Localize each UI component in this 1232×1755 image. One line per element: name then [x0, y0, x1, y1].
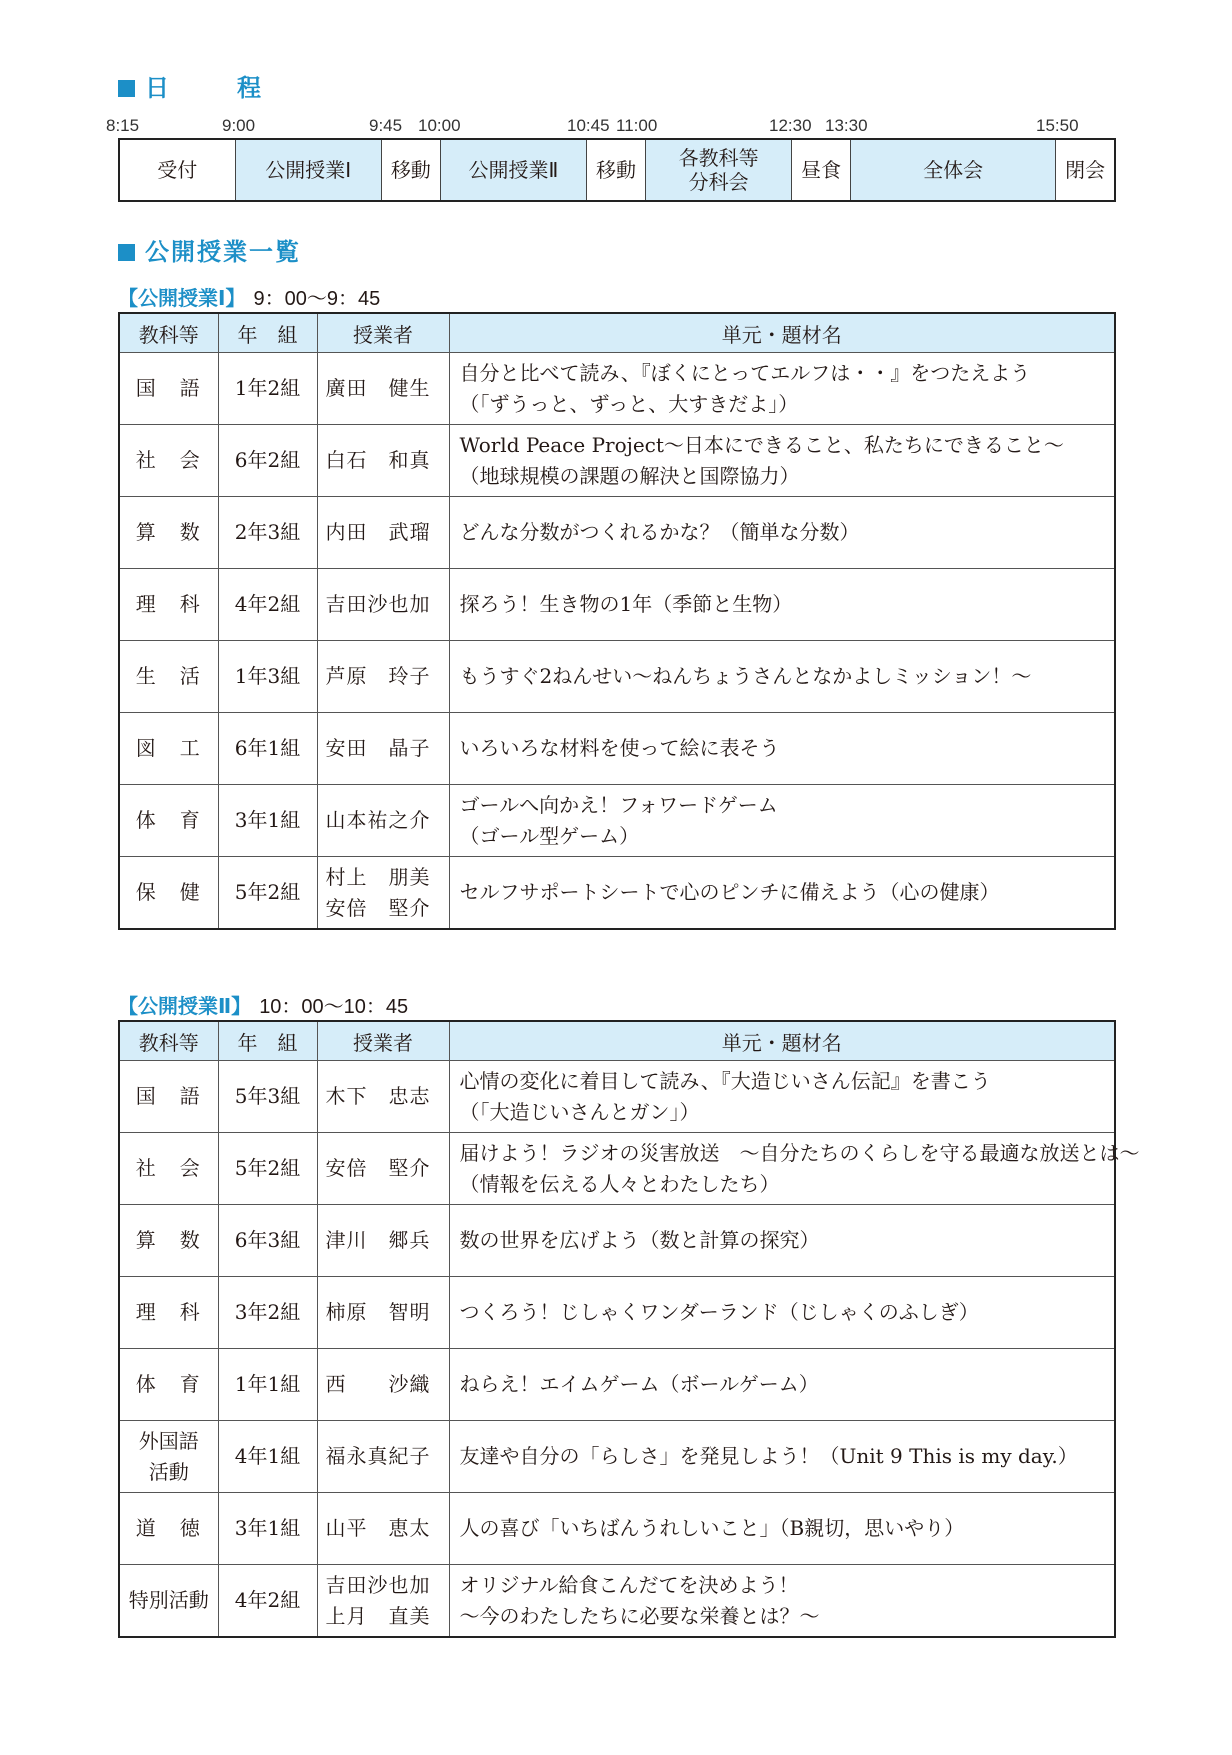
cell-teacher: 廣田 健生	[317, 353, 449, 425]
cell-grade: 4年2組	[218, 569, 317, 641]
square-bullet-icon	[118, 80, 135, 97]
table-row	[119, 1133, 1115, 1205]
table-row	[119, 713, 1115, 785]
table-row	[119, 1493, 1115, 1565]
cell-teacher: 安田 晶子	[317, 713, 449, 785]
header-unit: 単元・題材名	[449, 1021, 1115, 1061]
cell-unit: World Peace Project～日本にできること、私たちにできること～ （地球規模の課題の解決と国際協力）	[449, 425, 1115, 497]
schedule-timeline	[106, 116, 1122, 138]
cell-teacher: 白石 和真	[317, 425, 449, 497]
session1-table	[118, 312, 1116, 930]
time-tick: 9:45	[369, 116, 403, 135]
time-tick: 10:00	[418, 116, 461, 135]
cell-subject: 理 科	[119, 569, 218, 641]
cell-grade: 6年3組	[218, 1205, 317, 1277]
header-unit: 単元・題材名	[449, 313, 1115, 353]
cell-grade: 2年3組	[218, 497, 317, 569]
cell-subject: 体 育	[119, 1349, 218, 1421]
lesson-list-heading: 公開授業一覧	[118, 232, 301, 267]
cell-unit: 自分と比べて読み、『ぼくにとってエルフは・・』をつたえよう （「ずうっと、ずっと、大すきだよ」）	[449, 353, 1115, 425]
cell-unit: 届けよう！ラジオの災害放送 ～自分たちのくらしを守る最適な放送とは～ （情報を伝える人々とわたしたち）	[449, 1133, 1115, 1205]
cell-unit: ねらえ！エイムゲーム（ボールゲーム）	[449, 1349, 1115, 1421]
cell-grade: 1年2組	[218, 353, 317, 425]
cell-teacher: 吉田沙也加 上月 直美	[317, 1565, 449, 1638]
cell-unit: 人の喜び「いちばんうれしいこと」（B親切，思いやり）	[449, 1493, 1115, 1565]
cell-teacher: 福永真紀子	[317, 1421, 449, 1493]
table-row	[119, 497, 1115, 569]
cell-unit: 心情の変化に着目して読み、『大造じいさん伝記』を書こう （「大造じいさんとガン」）	[449, 1061, 1115, 1133]
cell-subject: 算 数	[119, 1205, 218, 1277]
session1-heading: 【公開授業Ⅰ】 9：00～9：45	[118, 286, 381, 310]
table-row	[119, 641, 1115, 713]
cell-grade: 6年1組	[218, 713, 317, 785]
header-grade: 年 組	[218, 313, 317, 353]
cell-subject: 特別活動	[119, 1565, 218, 1638]
table-row	[119, 1061, 1115, 1133]
cell-unit: セルフサポートシートで心のピンチに備えよう（心の健康）	[449, 857, 1115, 930]
session2-table	[118, 1020, 1140, 1638]
header-grade: 年 組	[218, 1021, 317, 1061]
cell-subject: 道 徳	[119, 1493, 218, 1565]
header-subject: 教科等	[119, 313, 218, 353]
cell-grade: 3年2組	[218, 1277, 317, 1349]
cell-teacher: 柿原 智明	[317, 1277, 449, 1349]
cell-subject: 図 工	[119, 713, 218, 785]
cell-grade: 1年3組	[218, 641, 317, 713]
cell-unit: ゴールへ向かえ！フォワードゲーム （ゴール型ゲーム）	[449, 785, 1115, 857]
cell-subject: 保 健	[119, 857, 218, 930]
schedule-block-subject-meetings: 各教科等 分科会	[646, 140, 792, 200]
cell-subject: 国 語	[119, 1061, 218, 1133]
cell-subject: 理 科	[119, 1277, 218, 1349]
time-tick: 12:30	[769, 116, 812, 135]
cell-unit: いろいろな材料を使って絵に表そう	[449, 713, 1115, 785]
cell-grade: 3年1組	[218, 785, 317, 857]
table-row	[119, 1349, 1115, 1421]
cell-grade: 4年1組	[218, 1421, 317, 1493]
table-row	[119, 425, 1115, 497]
schedule-block-move: 移動	[382, 140, 441, 200]
cell-subject: 体 育	[119, 785, 218, 857]
schedule-block-closing: 閉会	[1065, 158, 1106, 182]
table-row	[119, 1565, 1115, 1638]
time-tick: 8:15	[106, 116, 140, 135]
cell-grade: 5年2組	[218, 857, 317, 930]
schedule-block-general-meeting: 全体会	[851, 140, 1056, 200]
cell-grade: 3年1組	[218, 1493, 317, 1565]
cell-teacher: 安倍 堅介	[317, 1133, 449, 1205]
schedule-block-reception: 受付	[120, 140, 236, 200]
cell-teacher: 津川 郷兵	[317, 1205, 449, 1277]
table-header-row	[119, 1021, 1115, 1061]
cell-grade: 6年2組	[218, 425, 317, 497]
time-tick: 13:30	[825, 116, 868, 135]
cell-teacher: 山本祐之介	[317, 785, 449, 857]
cell-unit: 数の世界を広げよう（数と計算の探究）	[449, 1205, 1115, 1277]
session2-heading: 【公開授業Ⅱ】 10：00～10：45	[118, 994, 409, 1018]
cell-unit: つくろう！じしゃくワンダーランド（じしゃくのふしぎ）	[449, 1277, 1115, 1349]
schedule-heading: 日 程	[118, 68, 283, 103]
table-row	[119, 1277, 1115, 1349]
table-row	[119, 1421, 1115, 1493]
cell-unit: オリジナル給食こんだてを決めよう！ ～今のわたしたちに必要な栄養とは？～	[449, 1565, 1115, 1638]
cell-teacher: 山平 恵太	[317, 1493, 449, 1565]
schedule-bar	[118, 138, 1116, 202]
cell-grade: 5年3組	[218, 1061, 317, 1133]
table-row	[119, 353, 1115, 425]
cell-subject: 国 語	[119, 353, 218, 425]
cell-grade: 5年2組	[218, 1133, 317, 1205]
table-header-row	[119, 313, 1115, 353]
table-row	[119, 785, 1115, 857]
cell-grade: 1年1組	[218, 1349, 317, 1421]
cell-grade: 4年2組	[218, 1565, 317, 1638]
cell-teacher: 芦原 玲子	[317, 641, 449, 713]
table-row	[119, 1205, 1115, 1277]
cell-subject: 外国語 活動	[119, 1421, 218, 1493]
time-tick: 15:50	[1036, 116, 1079, 135]
cell-teacher: 村上 朋美 安倍 堅介	[317, 857, 449, 930]
time-tick: 10:45	[567, 116, 610, 135]
cell-subject: 社 会	[119, 425, 218, 497]
header-teacher: 授業者	[317, 313, 449, 353]
schedule-block-lunch: 昼食	[792, 140, 851, 200]
header-teacher: 授業者	[317, 1021, 449, 1061]
header-subject: 教科等	[119, 1021, 218, 1061]
cell-subject: 生 活	[119, 641, 218, 713]
schedule-block-open-class-2: 公開授業Ⅱ	[441, 140, 587, 200]
table-row	[119, 857, 1115, 930]
cell-teacher: 西 沙織	[317, 1349, 449, 1421]
cell-unit: 探ろう！生き物の1年（季節と生物）	[449, 569, 1115, 641]
cell-teacher: 内田 武瑠	[317, 497, 449, 569]
cell-unit: もうすぐ2ねんせい～ねんちょうさんとなかよしミッション！～	[449, 641, 1115, 713]
time-tick: 9:00	[222, 116, 256, 135]
cell-unit: どんな分数がつくれるかな？（簡単な分数）	[449, 497, 1115, 569]
cell-unit: 友達や自分の「らしさ」を発見しよう！（Unit 9 This is my day.）	[449, 1421, 1115, 1493]
time-tick: 11:00	[616, 116, 658, 135]
schedule-block-move: 移動	[587, 140, 646, 200]
cell-subject: 算 数	[119, 497, 218, 569]
square-bullet-icon	[118, 244, 135, 261]
cell-subject: 社 会	[119, 1133, 218, 1205]
table-row	[119, 569, 1115, 641]
cell-teacher: 木下 忠志	[317, 1061, 449, 1133]
cell-teacher: 吉田沙也加	[317, 569, 449, 641]
schedule-block-open-class-1: 公開授業Ⅰ	[236, 140, 382, 200]
